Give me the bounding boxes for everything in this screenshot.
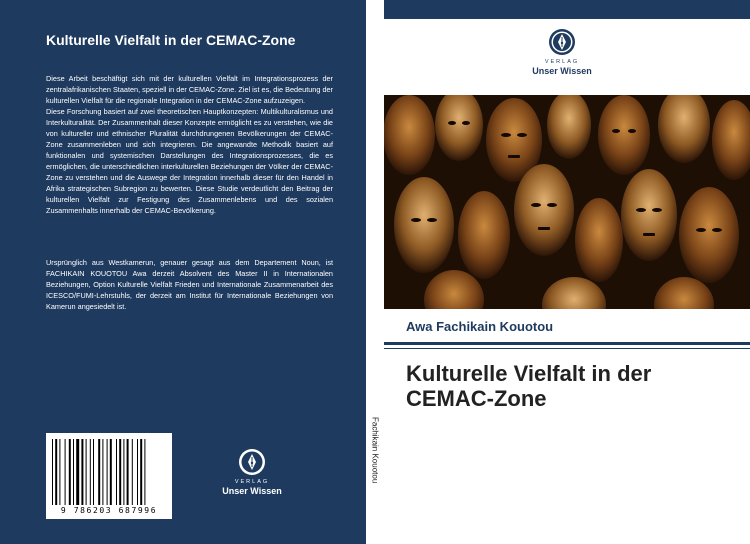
barcode-bar xyxy=(119,439,121,505)
description-paragraph-1: Diese Arbeit beschäftigt sich mit der kulturellen Vielfalt im Integrationsprozess der zentralafrikanischen Staaten, speziell in der CEMAC-Zone. Ziel ist es, die Bedeutung der kulturellen Vielfalt für die regionale Integration in der CEMAC-Zone aufzuzeigen. xyxy=(46,74,333,105)
publisher-logo-back xyxy=(216,448,288,496)
pen-nib-icon xyxy=(238,448,266,476)
back-cover xyxy=(0,0,366,544)
isbn-barcode xyxy=(46,433,172,519)
publisher-name: Unser Wissen xyxy=(222,486,282,496)
barcode-bar xyxy=(93,439,94,505)
verlag-label: VERLAG xyxy=(234,479,270,485)
description-paragraph-2: Diese Forschung basiert auf zwei theoretischen Hauptkonzepten: Multikulturalismus und Interkulturalität. Der Zusammenhalt dieser Konzepte ermöglicht es zu verstehen, wie die von kultureller und ethnischer Pluralität durchdrungenen Bevölkerungen der CEMAC-Zone zusammenleben und sich integrieren. Die angewandte Methodik basiert auf funktionalen und systemischen Darstellungen des Integrationsprozesses, die es ermöglichen, die unterschiedlichen interkulturellen Beziehungen der Völker der CEMAC-Zone zu verstehen und die Auswege der Integration innerhalb dieser für den Handel in Afrika strategischen Subregion zu bewerten. Diese Studie verdeutlicht den Beitrag der kulturellen Vielfalt zur Festigung des Zusammenlebens und des sozialen Zusammenhalts innerhalb der CEMAC-Bevölkerung. xyxy=(46,107,333,215)
barcode-bar xyxy=(132,439,133,505)
publisher-name: Unser Wissen xyxy=(532,66,592,76)
barcode-bars xyxy=(50,439,168,505)
barcode-bar xyxy=(73,439,74,505)
divider-line-thin xyxy=(384,348,750,349)
barcode-bar xyxy=(86,439,87,505)
barcode-bar xyxy=(59,439,60,505)
barcode-bar xyxy=(98,439,100,505)
front-author: Awa Fachikain Kouotou xyxy=(406,319,554,334)
barcode-bar xyxy=(107,439,108,505)
back-cover-title: Kulturelle Vielfalt in der CEMAC-Zone xyxy=(46,32,296,48)
barcode-bar xyxy=(127,439,129,505)
back-cover-description xyxy=(46,73,333,216)
barcode-bar xyxy=(137,439,138,505)
barcode-bar xyxy=(116,439,117,505)
barcode-bar xyxy=(123,439,124,505)
isbn-digits: 9 786203 687996 xyxy=(60,506,158,515)
barcode-bar xyxy=(144,439,145,505)
barcode-bar xyxy=(110,439,112,505)
spine-author: Fachikain Kouotou xyxy=(370,416,380,484)
barcode-bar xyxy=(76,439,79,505)
barcode-bar xyxy=(102,439,103,505)
verlag-label: VERLAG xyxy=(544,59,580,65)
divider-line xyxy=(384,342,750,345)
author-bio: Ursprünglich aus Westkamerun, genauer gesagt aus dem Departement Noun, ist FACHIKAIN KOUOTOU Awa derzeit Absolvent des Master II in Internationalen Beziehungen, Option Kulturelle Vielfalt Frieden und Internationale Zusammenarbeit des ICESCO/FUMI-Lehrstuhls, der derzeit am Institut für Internationale Beziehungen von Kamerun angesiedelt ist. xyxy=(46,258,333,311)
front-cover xyxy=(384,0,750,544)
barcode-bar xyxy=(55,439,57,505)
african-masks-photo xyxy=(384,95,750,309)
front-top-band xyxy=(384,0,750,19)
barcode-bar xyxy=(52,439,53,505)
barcode-bar xyxy=(81,439,83,505)
barcode-bar xyxy=(65,439,66,505)
publisher-logo-front xyxy=(522,28,602,76)
barcode-bar xyxy=(90,439,91,505)
barcode-bar xyxy=(69,439,71,505)
barcode-bar xyxy=(140,439,142,505)
front-title: Kulturelle Vielfalt in der CEMAC-Zone xyxy=(406,361,652,411)
pen-nib-icon xyxy=(548,28,576,56)
